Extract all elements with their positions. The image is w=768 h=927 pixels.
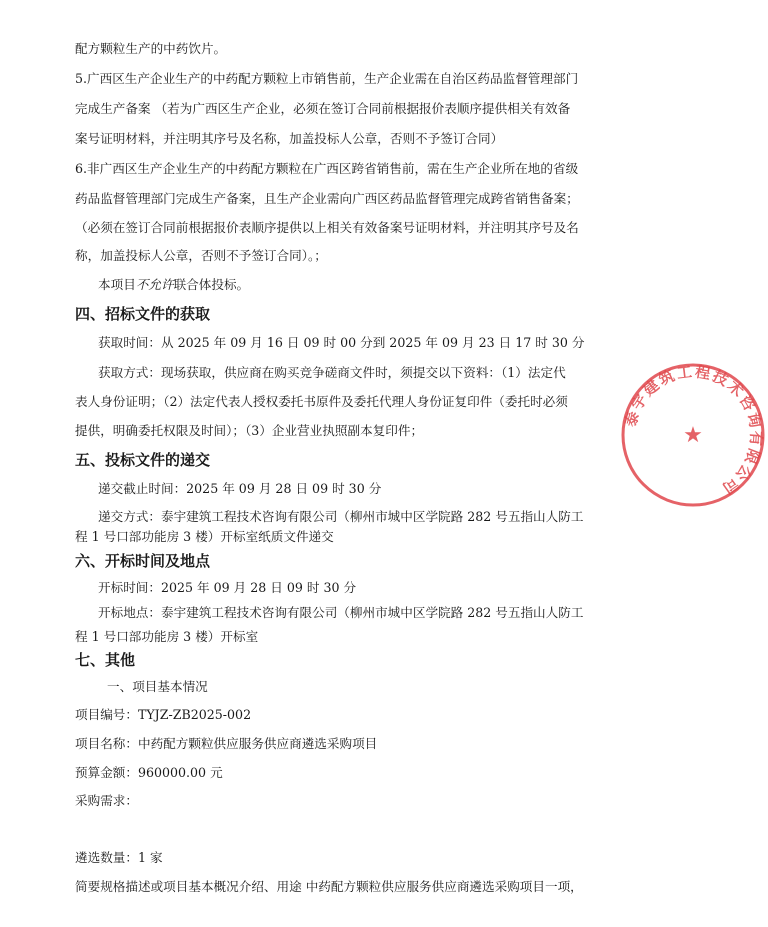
text-line: 递交截止时间：2025 年 09 月 28 日 09 时 30 分 [98, 481, 382, 496]
text-line: 获取方式：现场获取，供应商在购买竞争磋商文件时，须提交以下资料：（1）法定代 [98, 365, 566, 380]
text-line: 表人身份证明；（2）法定代表人授权委托书原件及委托代理人身份证复印件（委托时必须 [75, 394, 568, 409]
section-heading: 六、开标时间及地点 [75, 552, 211, 570]
text-line: 称，加盖投标人公章，否则不予签订合同）。； [75, 248, 327, 263]
star-icon: ★ [683, 423, 703, 448]
budget-amount: 预算金额：960000.00 元 [75, 765, 223, 780]
italic-text: 不允许 [135, 277, 174, 292]
text-line: 5.广西区生产企业生产的中药配方颗粒上市销售前，生产企业需在自治区药品监督管理部门 [75, 71, 579, 86]
section-heading: 五、投标文件的递交 [75, 451, 211, 469]
text-span: 联合体投标。 [173, 277, 250, 292]
text-line: 程 1 号口部功能房 3 楼）开标室 [75, 629, 259, 644]
text-line: 获取时间：从 2025 年 09 月 16 日 09 时 00 分到 2025 年 09 月 23 日 17 时 30 分 [98, 335, 585, 350]
text-line: 简要规格描述或项目基本概况介绍、用途 中药配方颗粒供应服务供应商遴选采购项目一项， [75, 879, 583, 894]
company-seal-stamp [618, 360, 768, 510]
text-span: 本项目 [98, 277, 136, 292]
text-line: 完成生产备案 （若为广西区生产企业，必须在签订合同前根据报价表顺序提供相关有效备 [75, 101, 571, 116]
section-heading: 七、其他 [75, 651, 136, 669]
project-name: 项目名称：中药配方颗粒供应服务供应商遴选采购项目 [75, 736, 378, 751]
selection-quantity: 遴选数量：1 家 [75, 850, 163, 865]
procurement-demand: 采购需求： [75, 793, 138, 808]
project-code: 项目编号：TYJZ-ZB2025-002 [75, 707, 252, 722]
subsection-heading: 一、项目基本情况 [107, 679, 208, 694]
seal-text: 泰宇建筑工程技术咨询有限公司 [621, 362, 766, 499]
text-line: 提供，明确委托权限及时间）；（3）企业营业执照副本复印件； [75, 423, 424, 438]
text-line: 程 1 号口部功能房 3 楼）开标室纸质文件递交 [75, 529, 334, 544]
text-line: 配方颗粒生产的中药饮片。 [75, 41, 227, 56]
text-line: 6.非广西区生产企业生产的中药配方颗粒在广西区跨省销售前，需在生产企业所在地的省级 [75, 161, 579, 176]
text-line: 开标时间：2025 年 09 月 28 日 09 时 30 分 [98, 580, 357, 595]
text-line-joint-bid [98, 277, 249, 293]
text-line: （必须在签订合同前根据报价表顺序提供以上相关有效备案号证明材料，并注明其序号及名 [75, 220, 579, 235]
text-line: 递交方式：泰宇建筑工程技术咨询有限公司（柳州市城中区学院路 282 号五指山人防工 [98, 509, 584, 524]
section-heading: 四、招标文件的获取 [75, 305, 211, 323]
text-line: 药品监督管理部门完成生产备案，且生产企业需向广西区药品监督管理完成跨省销售备案； [75, 191, 579, 206]
text-line: 案号证明材料，并注明其序号及名称，加盖投标人公章，否则不予签订合同） [75, 131, 504, 146]
text-line: 开标地点：泰宇建筑工程技术咨询有限公司（柳州市城中区学院路 282 号五指山人防工 [98, 605, 584, 620]
